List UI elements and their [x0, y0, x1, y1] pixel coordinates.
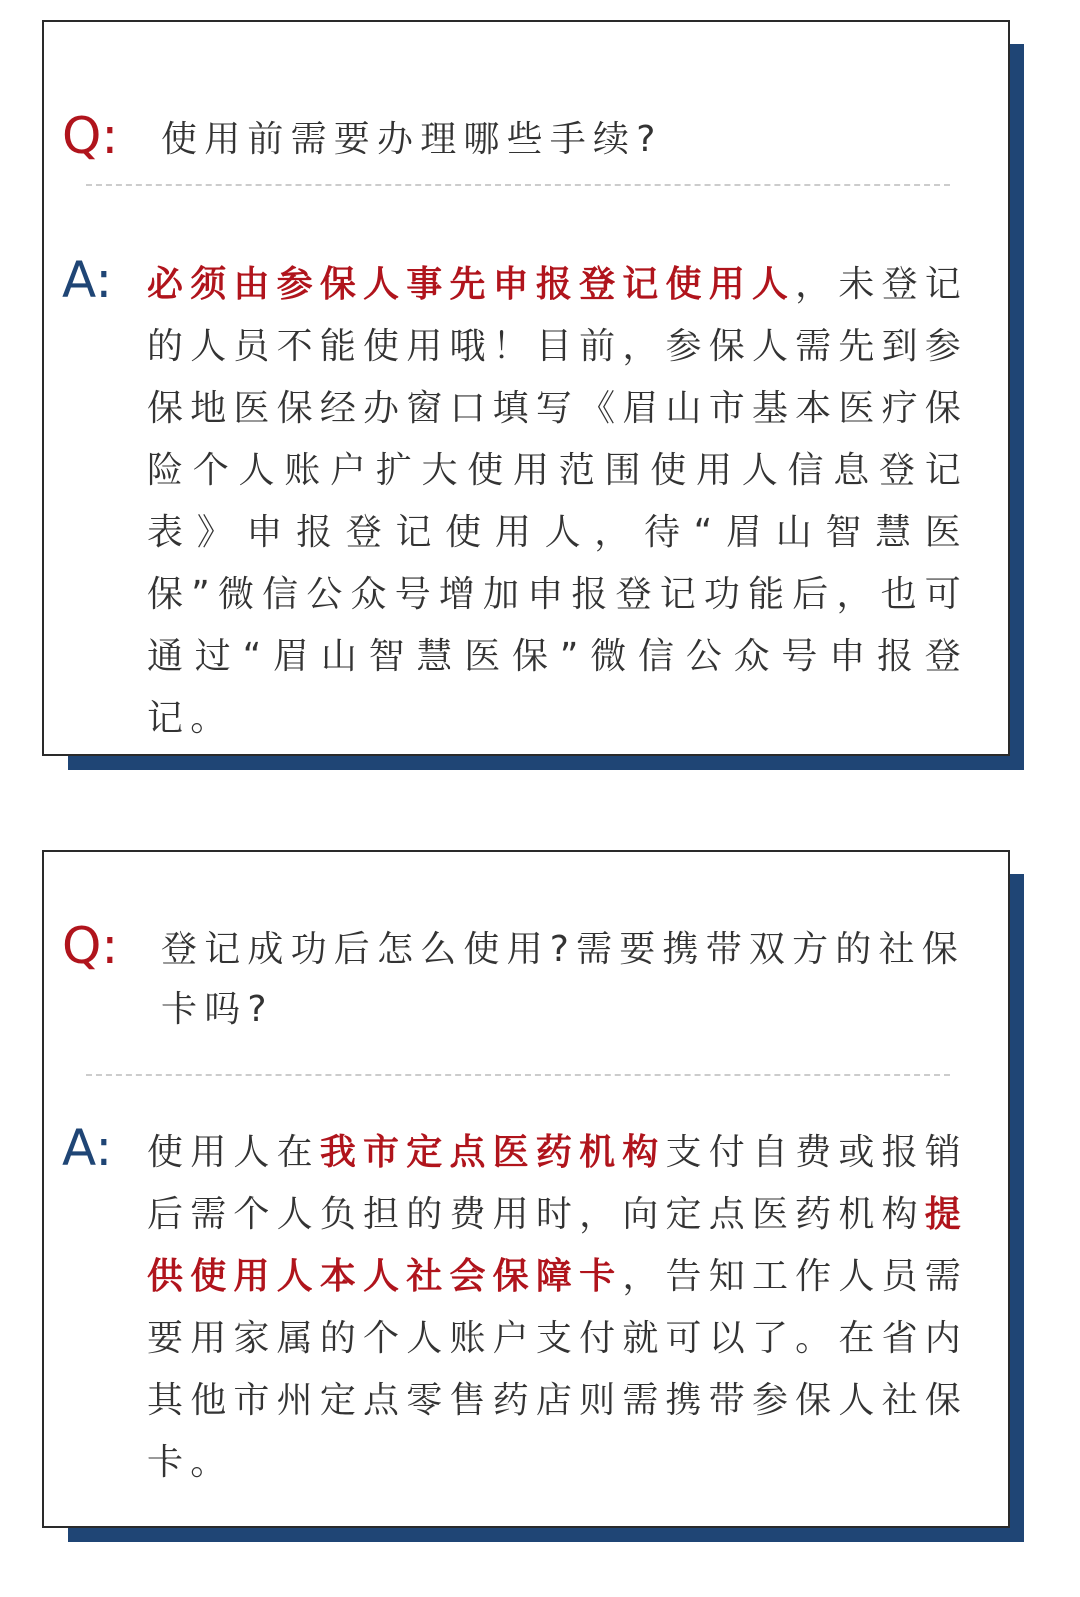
- card-body: [42, 20, 1010, 756]
- answer-highlight: 必须由参保人事先申报登记使用人: [147, 264, 796, 305]
- answer-marker: A:: [62, 251, 113, 309]
- answer-highlight: 提供使用人本人社会保障卡: [147, 1194, 968, 1297]
- qa-card-1: [42, 20, 1010, 756]
- answer-body: 支付自费或报销后需个人负担的费用时，向定点医药机构: [147, 1132, 968, 1235]
- answer-body: ，告知工作人员需要用家属的个人账户支付就可以了。在省内其他市州定点零售药店则需携带参保人社保卡。: [147, 1256, 969, 1483]
- question-text: 登记成功后怎么使用?需要携带双方的社保卡吗?: [161, 929, 965, 1030]
- qa-card-2: [42, 850, 1010, 1528]
- answer-highlight: 我市定点医药机构: [319, 1132, 666, 1173]
- question-marker: Q:: [62, 917, 119, 975]
- answer-marker: A:: [62, 1119, 113, 1177]
- answer-body: 使用人在: [147, 1132, 320, 1173]
- answer-body: ，未登记的人员不能使用哦！目前，参保人需先到参保地医保经办窗口填写《眉山市基本医疗保险个人账户扩大使用范围使用人信息登记表》申报登记使用人，待“眉山智慧医保”微信公众号增加申报登记功能后，也可通过“眉山智慧医保”微信公众号申报登记。: [147, 264, 968, 739]
- answer-text: [147, 1122, 968, 1494]
- card-body: [42, 850, 1010, 1528]
- answer-text: [147, 254, 968, 750]
- question-text: 使用前需要办理哪些手续?: [161, 119, 663, 160]
- question-marker: Q:: [62, 107, 119, 165]
- dashed-divider: [86, 1074, 950, 1076]
- dashed-divider: [86, 184, 950, 186]
